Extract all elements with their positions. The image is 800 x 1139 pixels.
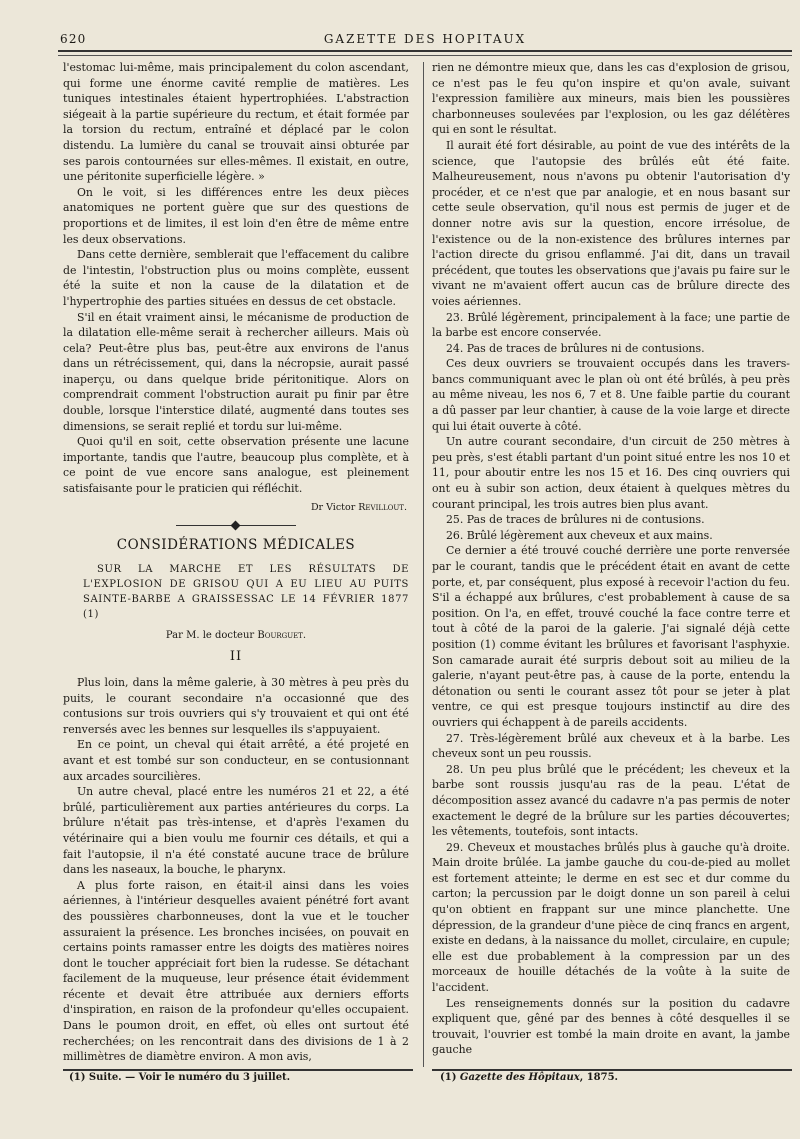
page-header [58,30,792,50]
footnote-source: Gazette des Hôpitaux [459,1072,580,1083]
paragraph: 26. Brûlé légèrement aux cheveux et aux mains. [446,528,713,542]
paragraph: Plus loin, dans la même galerie, à 30 mètres à peu près du puits, le courant secondaire n'a occasionné que des contusions sur trois ouvriers qui s'y trouvaient et qui ont été renversés avec les bennes sur lesquelles ils s'appuyaient. [63,676,409,736]
paragraph: Dans cette dernière, semblerait que l'effacement du calibre de l'intestin, l'obstruction plus ou moins complète, eussent été la suite et non la cause de la dilatation et de l'hypertrophie des parties situées en dessus de cet obstacle. [63,248,409,308]
paragraph: Un autre cheval, placé entre les numéros 21 et 22, a été brûlé, particulièrement aux parties antérieures du corps. La brûlure n'était pas très-intense, et d'après l'examen du vétérinaire qui a bien voulu me fournir ces détails, et qui a fait l'autopsie, il n'a été constaté aucune trace de brûlure dans les naseaux, la bouche, le pharynx. [63,785,409,877]
paragraph: Quoi qu'il en soit, cette observation présente une lacune importante, tandis que l'autre, beaucoup plus complète, et à ce point de vue encore sans analogue, est pleinement satisfaisante pour le praticien qui réfléchit. [63,435,409,496]
paragraph: Un autre courant secondaire, d'un circuit de 250 mètres à peu près, s'est établi partant d'un point situé entre les nos 10 et 11, pour aboutir entre les nos 15 et 16. Des cinq ouvriers qui ont eu à subir son action, deux étaient à quelques mètres du courant principal, les trois autres bien plus avant. [432,435,790,511]
paragraph: Il aurait été fort désirable, au point de vue des intérêts de la science, que l'autopsie des brûlés eût été faite. Malheureusement, nous n'avons pu obtenir l'autorisation d'y procéder, et ce n'est que par analogie, et en nous basant sur cette seule observation, qu'il nous est permis de juger et de donner notre avis sur la question, encore irrésolue, de l'existence ou de la non-existence des brûlures internes par l'action directe du grisou enflammé. J'ai dit, dans un travail précédent, que toutes les observations que j'avais pu faire sur le vivant ne m'avaient offert aucun cas de brûlure directe des voies aériennes. [432,138,790,308]
paragraph: 28. Un peu plus brûlé que le précédent; les cheveux et la barbe sont roussis jusqu'au ras de la peau. L'état de décomposition assez avancé du cadavre n'a pas permis de noter exactement le degré de la brûlure sur les parties découvertes; les vêtements, toutefois, sont intacts. [432,762,790,839]
part-numeral: II [229,649,243,665]
section-separator [176,525,296,526]
header-rule-thin [58,55,792,56]
byline-prefix: Par M. le docteur [165,629,258,641]
separator-ornament [231,521,241,531]
column-divider [423,62,424,1067]
section-subtitle: SUR LA MARCHE ET LES RÉSULTATS DE L'EXPLOSION DE GRISOU QUI A EU LIEU AU PUITS SAINTE-BARBE A GRAISSESSAC LE 14 FÉVRIER 1877 (1) [83,563,409,620]
left-column [63,60,409,1065]
paragraph: l'estomac lui-même, mais principalement du colon ascendant, qui forme une énorme cavité remplie de matières. Les tuniques intestinales étaient hypertrophiées. L'abstraction siégeait à la partie supérieure du rectum, et était formée par la torsion du rectum, entraîné et déplacé par le colon distendu. La lumière du canal se trouvait ainsi obturée par ses parois contournées sur elles-mêmes. Il existait, en outre, une péritonite superficielle légère. » [63,61,409,184]
paragraph: S'il en était vraiment ainsi, le mécanisme de production de la dilatation elle-même serait à rechercher ailleurs. Mais où cela? Peut-être plus bas, peut-être aux environs de l'anus dans un rétrécissement, qui, dans la nécropsie, aurait passé inaperçu, ou dans quelque bride péritonitique. Alors on comprendrait comment l'obstruction aurait pu finir par être double, lorsque l'interstice dilaté, augmenté dans toutes ses dimensions, se serait replié et tordu sur lui-même. [63,310,409,433]
footnote-right [440,1072,618,1083]
byline-name: Bourguet. [257,629,307,641]
signature-prefix: Dr Victor [310,501,359,513]
paragraph: A plus forte raison, en était-il ainsi dans les voies aériennes, à l'intérieur desquelles avaient pénétré fort avant des poussières charbonneuses, dont la vue et le toucher assuraient la présence. Les bronches incisées, on pouvait en certains points ramasser entre les doigts des matières noires dont le toucher appréciait fort bien la rudesse. Se détachant facilement de la muqueuse, leur présence était évidemment récente et devait être attribuée aux derniers efforts d'inspiration, en raison de la profondeur qu'elles occupaient. Dans le poumon droit, en effet, où elles ont surtout été recherchées; on les rencontrait dans des divisions de 1 à 2 millimètres de diamètre environ. A mon avis, [63,878,409,1064]
paragraph: Ce dernier a été trouvé couché derrière une porte renversée par le courant, tandis que le précédent était en avant de cette porte, et, par conséquent, plus exposé à recevoir l'action du feu. S'il a échappé aux brûlures, c'est probablement à cause de sa position. On l'a, en effet, trouvé couché la face contre terre et tout à côté de la paroi de la galerie. J'ai signalé déjà cette position (1) comme évitant les brûlures et favorisant l'asphyxie. Son camarade aurait été surpris debout soit au milieu de la galerie, n'ayant peut-être pas, à cause de la porte, entendu la détonation ou senti le courant assez tôt pour se jeter à plat ventre, ce qui est presque toujours instinctif au dire des ouvriers qui échappent à de pareils accidents. [432,544,790,729]
paragraph: 29. Cheveux et moustaches brûlés plus à gauche qu'à droite. Main droite brûlée. La jambe gauche du cou-de-pied au mollet est fortement atteinte; le derme en est sec et dur comme du carton; la percussion par le doigt donne un son pareil à celui qu'on obtient en frappant sur une mince planchette. Une dépression, de la grandeur d'une pièce de cinq francs en argent, existe en dedans, à la naissance du mollet, circulaire, en cupule; elle est due probablement à la compression par un des morceaux de houille détachés de la voûte à la suite de l'accident. [432,840,790,995]
byline [63,628,409,644]
paragraph: En ce point, un cheval qui était arrêté, a été projeté en avant et est tombé sur son conducteur, en se contusionnant aux arcades sourcilières. [63,738,409,783]
footnote-number: (1) [440,1072,460,1083]
paragraph: On le voit, si les différences entre les deux pièces anatomiques ne portent guère que sur des questions de proportions et de limites, il est loin d'en être de même entre les deux observations. [63,185,409,246]
signature-name: Revillout. [358,501,407,513]
paragraph: rien ne démontre mieux que, dans les cas d'explosion de grisou, ce n'est pas le feu qu'on inspire et qu'on avale, suivant l'expression familière aux mineurs, mais bien les poussières charbonneuses soulevées par l'explosion, ou les gaz délétères qui en sont le résultat. [432,61,790,137]
footnote-left: (1) Suite. — Voir le numéro du 3 juillet. [69,1072,291,1083]
paragraph: 27. Très-légèrement brûlé aux cheveux et à la barbe. Les cheveux sont un peu roussis. [432,731,790,761]
paragraph: 24. Pas de traces de brûlures ni de contusions. [446,341,705,355]
paragraph: 25. Pas de traces de brûlures ni de contusions. [446,513,705,527]
journal-title: GAZETTE DES HOPITAUX [323,32,527,46]
page-number: 620 [60,32,87,46]
paragraph: Ces deux ouvriers se trouvaient occupés dans les travers-bancs communiquant avec le plan où ont été brûlés, à peu près au même niveau, les nos 6, 7 et 8. Une faible partie du courant a dû passer par leur chantier, à cause de la voie large et directe qui lui était ouverte à côté. [432,357,790,433]
footnote-rule-right [432,1069,792,1071]
paragraph: 23. Brûlé légèrement, principalement à la face; une partie de la barbe est encore conservée. [432,310,790,340]
section-title: CONSIDÉRATIONS MÉDICALES [116,537,356,554]
header-rule [58,50,792,52]
paragraph: Les renseignements donnés sur la position du cadavre expliquent que, gêné par des bennes à côté desquelles il se trouvait, l'ouvrier est tombé la main droite en avant, la jambe gauche [432,996,790,1057]
right-column [432,60,790,1058]
footnote-rule-left [63,1069,413,1071]
footnote-year: , 1875. [579,1072,619,1083]
signature [63,500,407,516]
